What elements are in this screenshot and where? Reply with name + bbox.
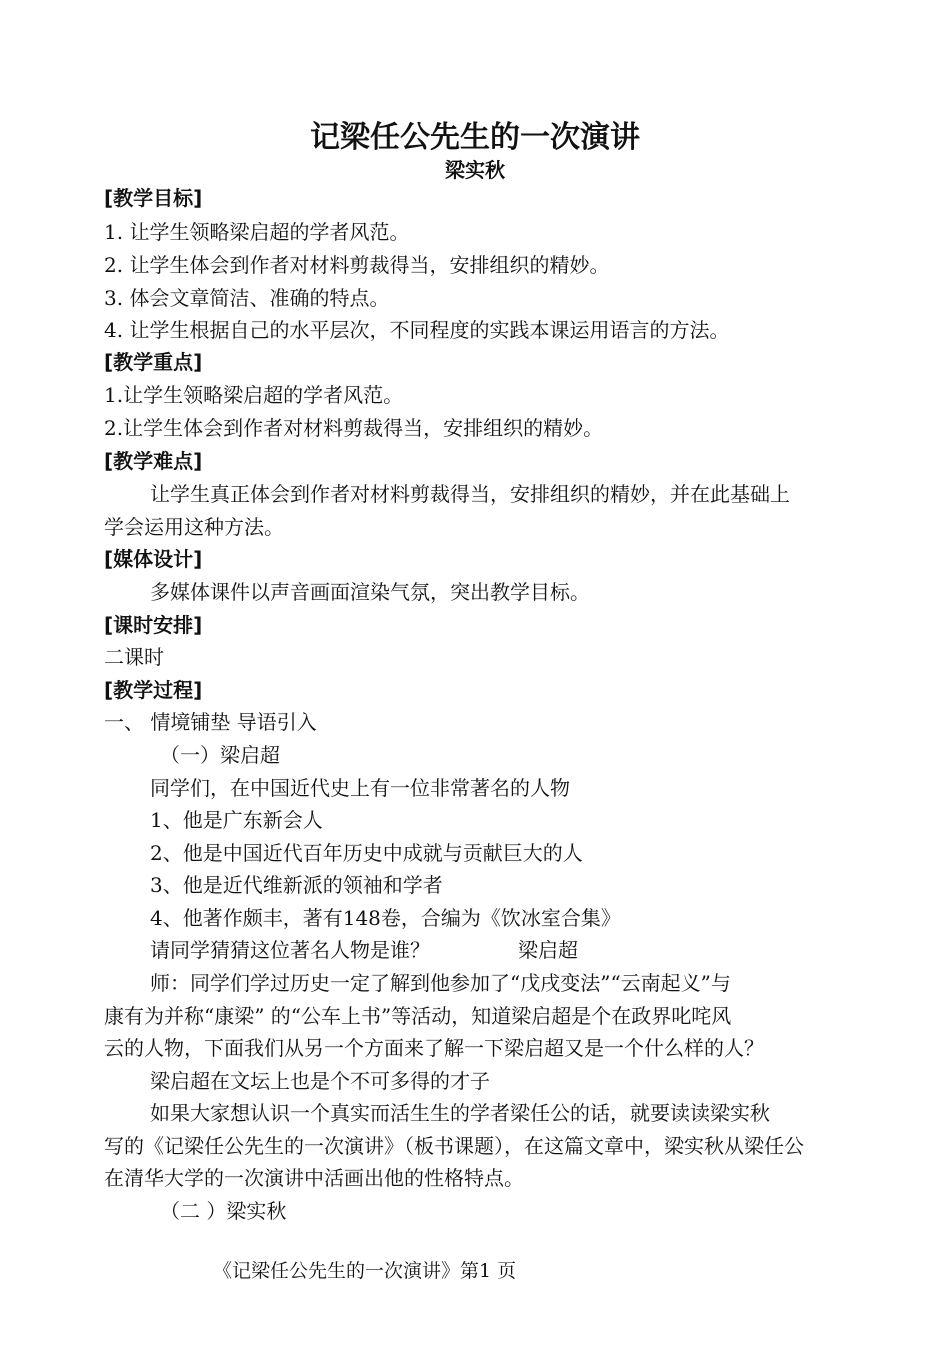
goal-item: 3. 体会文章简洁、准确的特点。 (104, 286, 390, 310)
media-heading: [媒体设计] (104, 547, 203, 571)
document-title: 记梁任公先生的一次演讲 (310, 120, 640, 155)
talent-text: 梁启超在文坛上也是个不可多得的才子 (150, 1069, 490, 1093)
fact-item: 1、他是广东新会人 (150, 808, 323, 832)
fact-item: 2、他是中国近代百年历史中成就与贡献巨大的人 (150, 841, 583, 865)
teacher-text: 师：同学们学过历史一定了解到他参加了“戊戌变法”“云南起义”与 (150, 971, 731, 995)
question-line (150, 936, 578, 964)
process-heading: [教学过程] (104, 678, 203, 702)
difficulty-text: 学会运用这种方法。 (104, 515, 284, 539)
schedule-text: 二课时 (104, 645, 164, 669)
reading-text: 在清华大学的一次演讲中活画出他的性格特点。 (104, 1166, 524, 1190)
document-author: 梁实秋 (445, 158, 505, 182)
answer-text: 梁启超 (518, 938, 578, 962)
focus-heading: [教学重点] (104, 350, 203, 374)
fact-item: 4、他著作颇丰，著有148卷，合编为《饮冰室合集》 (150, 906, 621, 930)
subsection-title: （一）梁启超 (160, 743, 280, 767)
focus-item: 1.让学生领略梁启超的学者风范。 (104, 383, 404, 407)
reading-text: 写的《记梁任公先生的一次演讲》（板书课题），在这篇文章中，梁实秋从梁任公 (104, 1134, 804, 1158)
focus-item: 2.让学生体会到作者对材料剪裁得当，安排组织的精妙。 (104, 416, 604, 440)
schedule-heading: [课时安排] (104, 613, 203, 637)
intro-text: 同学们，在中国近代史上有一位非常著名的人物 (150, 776, 570, 800)
difficulty-heading: [教学难点] (104, 449, 203, 473)
process-step: 一、 情境铺垫 导语引入 (104, 710, 317, 734)
teacher-text: 康有为并称“康梁” 的“公车上书”等活动，知道梁启超是个在政界叱咤风 (104, 1004, 732, 1028)
teacher-text: 云的人物，下面我们从另一个方面来了解一下梁启超又是一个什么样的人？ (104, 1036, 764, 1060)
media-text: 多媒体课件以声音画面渲染气氛，突出教学目标。 (150, 580, 590, 604)
fact-item: 3、他是近代维新派的领袖和学者 (150, 873, 443, 897)
difficulty-text: 让学生真正体会到作者对材料剪裁得当，安排组织的精妙，并在此基础上 (150, 482, 790, 506)
goal-item: 4. 让学生根据自己的水平层次，不同程度的实践本课运用语言的方法。 (104, 318, 730, 342)
question-text: 请同学猜猜这位著名人物是谁？ (150, 938, 430, 962)
page-footer: 《记梁任公先生的一次演讲》第1 页 (213, 1260, 517, 1282)
goal-item: 2. 让学生体会到作者对材料剪裁得当，安排组织的精妙。 (104, 253, 610, 277)
goals-heading: [教学目标] (104, 186, 203, 210)
goal-item: 1. 让学生领略梁启超的学者风范。 (104, 220, 410, 244)
subsection-title: （二 ）梁实秋 (160, 1199, 287, 1223)
reading-text: 如果大家想认识一个真实而活生生的学者梁任公的话，就要读读梁实秋 (150, 1101, 770, 1125)
